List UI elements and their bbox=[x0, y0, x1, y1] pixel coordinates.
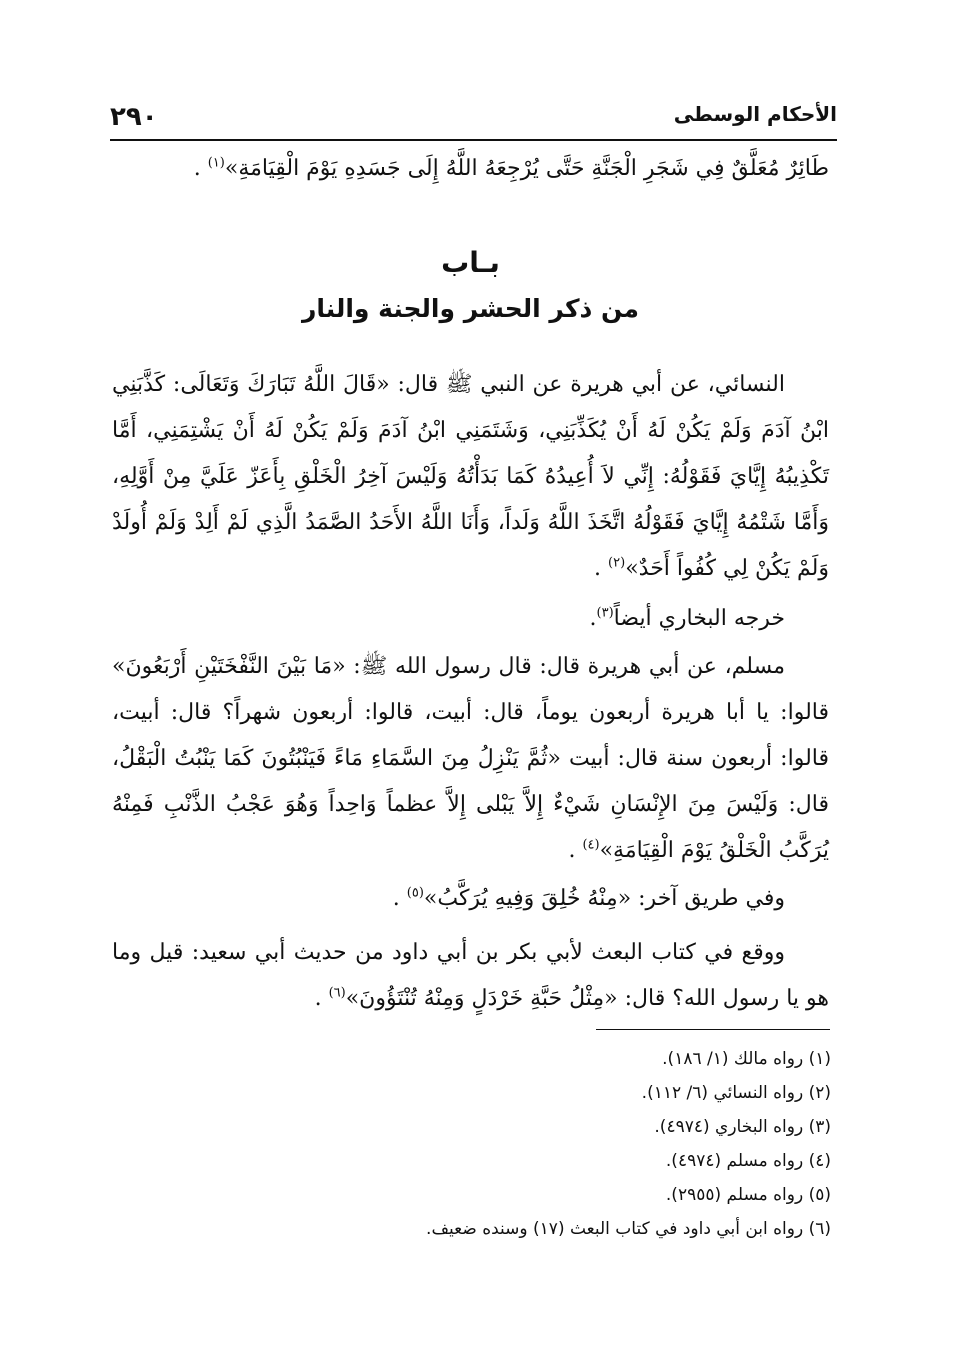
chapter-heading: بـاب bbox=[441, 246, 500, 279]
footnote-5: (٥) رواه مسلم (٢٩٥٥). bbox=[665, 1185, 831, 1205]
footnote-1: (١) رواه مالك (١/ ١٨٦). bbox=[662, 1049, 831, 1069]
paragraph-other-route bbox=[112, 876, 785, 922]
paragraph-muslim-end: . bbox=[568, 838, 583, 863]
paragraph-nasai-end: . bbox=[594, 556, 609, 581]
paragraph-muslim-text: مسلم، عن أبي هريرة قال: قال رسول الله ﷺ: «مَا بَيْنَ النَّفْخَتَيْنِ أَرْبَعُونَ» قالوا: يا أبا هريرة أربعون يوماً، قال: أبيت، قالوا: أربعون شهراً؟ قال: أبيت، قالوا: أربعون سنة قال: أبيت «ثُمَّ يَنْزِلُ مِنَ السَّمَاءِ مَاءً فَيَنْبُتُونَ كَمَا يَنْبُتُ الْبَقْلُ، قال: وَلَيْسَ مِنَ الإِنْسَانِ شَيْءٌ إِلاَّ يَبْلى إِلاَّ عظماً وَاحِداً وَهُوَ عَجْبُ الذَّنْبِ فَمِنْهُ يُرَكَّبُ الْخَلْقُ يَوْمَ الْقِيَامَةِ» bbox=[112, 654, 829, 863]
paragraph-nasai-text: النسائي، عن أبي هريرة عن النبي ﷺ قال: «قَالَ اللَّهُ تَبَارَكَ وَتَعَالَى: كَذَّبَنِي ابْنُ آدَمَ وَلَمْ يَكُنْ لَهُ أَنْ يُكَذِّبَنِي، وَشَتَمَنِي ابْنُ آدَمَ وَلَمْ يَكُنْ لَهُ أَنْ يَشْتِمَنِي، أَمَّا تَكْذِيبُهُ إِيَّايَ فَقَوْلُهُ: إِنِّي لاَ أُعِيدُهُ كَمَا بَدَأْتُهُ وَلَيْسَ آخِرُ الْخَلْقِ بِأَعَزّ عَلَيَّ مِنْ أَوَّلِهِ، وَأَمَّا شَتْمُهُ إِيَّايَ فَقَوْلُهُ اتَّخَذَ اللَّهُ وَلَداً، وَأَنَا اللَّهُ الأَحَدُ الصَّمَدُ الَّذِي لَمْ أَلِدْ وَلَمْ أُولَدْ وَلَمْ يَكُنْ لِي كُفُواً أَحَدٌ» bbox=[112, 372, 829, 581]
paragraph-bukhari-text: خرجه البخاري أيضاً bbox=[613, 606, 785, 631]
running-title: الأحكام الوسطى bbox=[673, 102, 837, 126]
carryover-end: . bbox=[193, 156, 208, 181]
paragraph-kitab-al-bath-text: ووقع في كتاب البعث لأبي بكر بن أبي داود من حديث أبي سعيد: قيل وما هو يا رسول الله؟ قال: «مِثْلُ حَبَّةِ خَرْدَلٍ وَمِنْهُ تُنْتَؤُونَ» bbox=[112, 940, 829, 1011]
paragraph-nasai bbox=[112, 362, 829, 592]
footnotes bbox=[112, 1042, 831, 1246]
paragraph-muslim bbox=[112, 644, 829, 874]
page-header bbox=[110, 96, 837, 136]
paragraph-bukhari bbox=[112, 596, 785, 642]
footnote-ref-4: (٤) bbox=[582, 837, 600, 853]
paragraph-kitab-al-bath bbox=[112, 930, 829, 1022]
chapter-title: من ذكر الحشر والجنة والنار bbox=[301, 294, 640, 323]
footnote-ref-5: (٥) bbox=[406, 885, 424, 901]
paragraph-kitab-al-bath-end: . bbox=[314, 986, 329, 1011]
page-number: ٢٩٠ bbox=[110, 102, 158, 132]
footnote-ref-6: (٦) bbox=[328, 985, 346, 1001]
carryover-text: طَائِرٌ مُعَلَّقٌ فِي شَجَرِ الْجَنَّةِ حَتَّى يُرْجِعَهُ اللَّهُ إِلَى جَسَدِهِ يَوْمَ الْقِيَامَةِ» bbox=[224, 156, 829, 181]
paragraph-other-route-text: وفي طريق آخر: «مِنْهُ خُلِقَ وَفِيهِ يُرَكَّبُ» bbox=[423, 886, 785, 911]
footnote-2: (٢) رواه النسائي (٦/ ١١٢). bbox=[641, 1083, 831, 1103]
footnote-ref-2: (٢) bbox=[608, 555, 626, 571]
paragraph-bukhari-end: . bbox=[589, 606, 597, 631]
footnote-4: (٤) رواه مسلم (٤٩٧٤). bbox=[665, 1151, 831, 1171]
footnote-6: (٦) رواه ابن أبي داود في كتاب البعث (١٧) وسنده ضعيف. bbox=[426, 1219, 831, 1239]
header-rule bbox=[110, 139, 837, 141]
footnote-3: (٣) رواه البخاري (٤٩٧٤). bbox=[654, 1117, 831, 1137]
paragraph-other-route-end: . bbox=[392, 886, 407, 911]
footnote-separator bbox=[596, 1029, 830, 1030]
footnote-ref-1: (١) bbox=[207, 155, 225, 171]
footnote-ref-3: (٣) bbox=[596, 605, 614, 621]
carryover-paragraph bbox=[112, 146, 829, 192]
